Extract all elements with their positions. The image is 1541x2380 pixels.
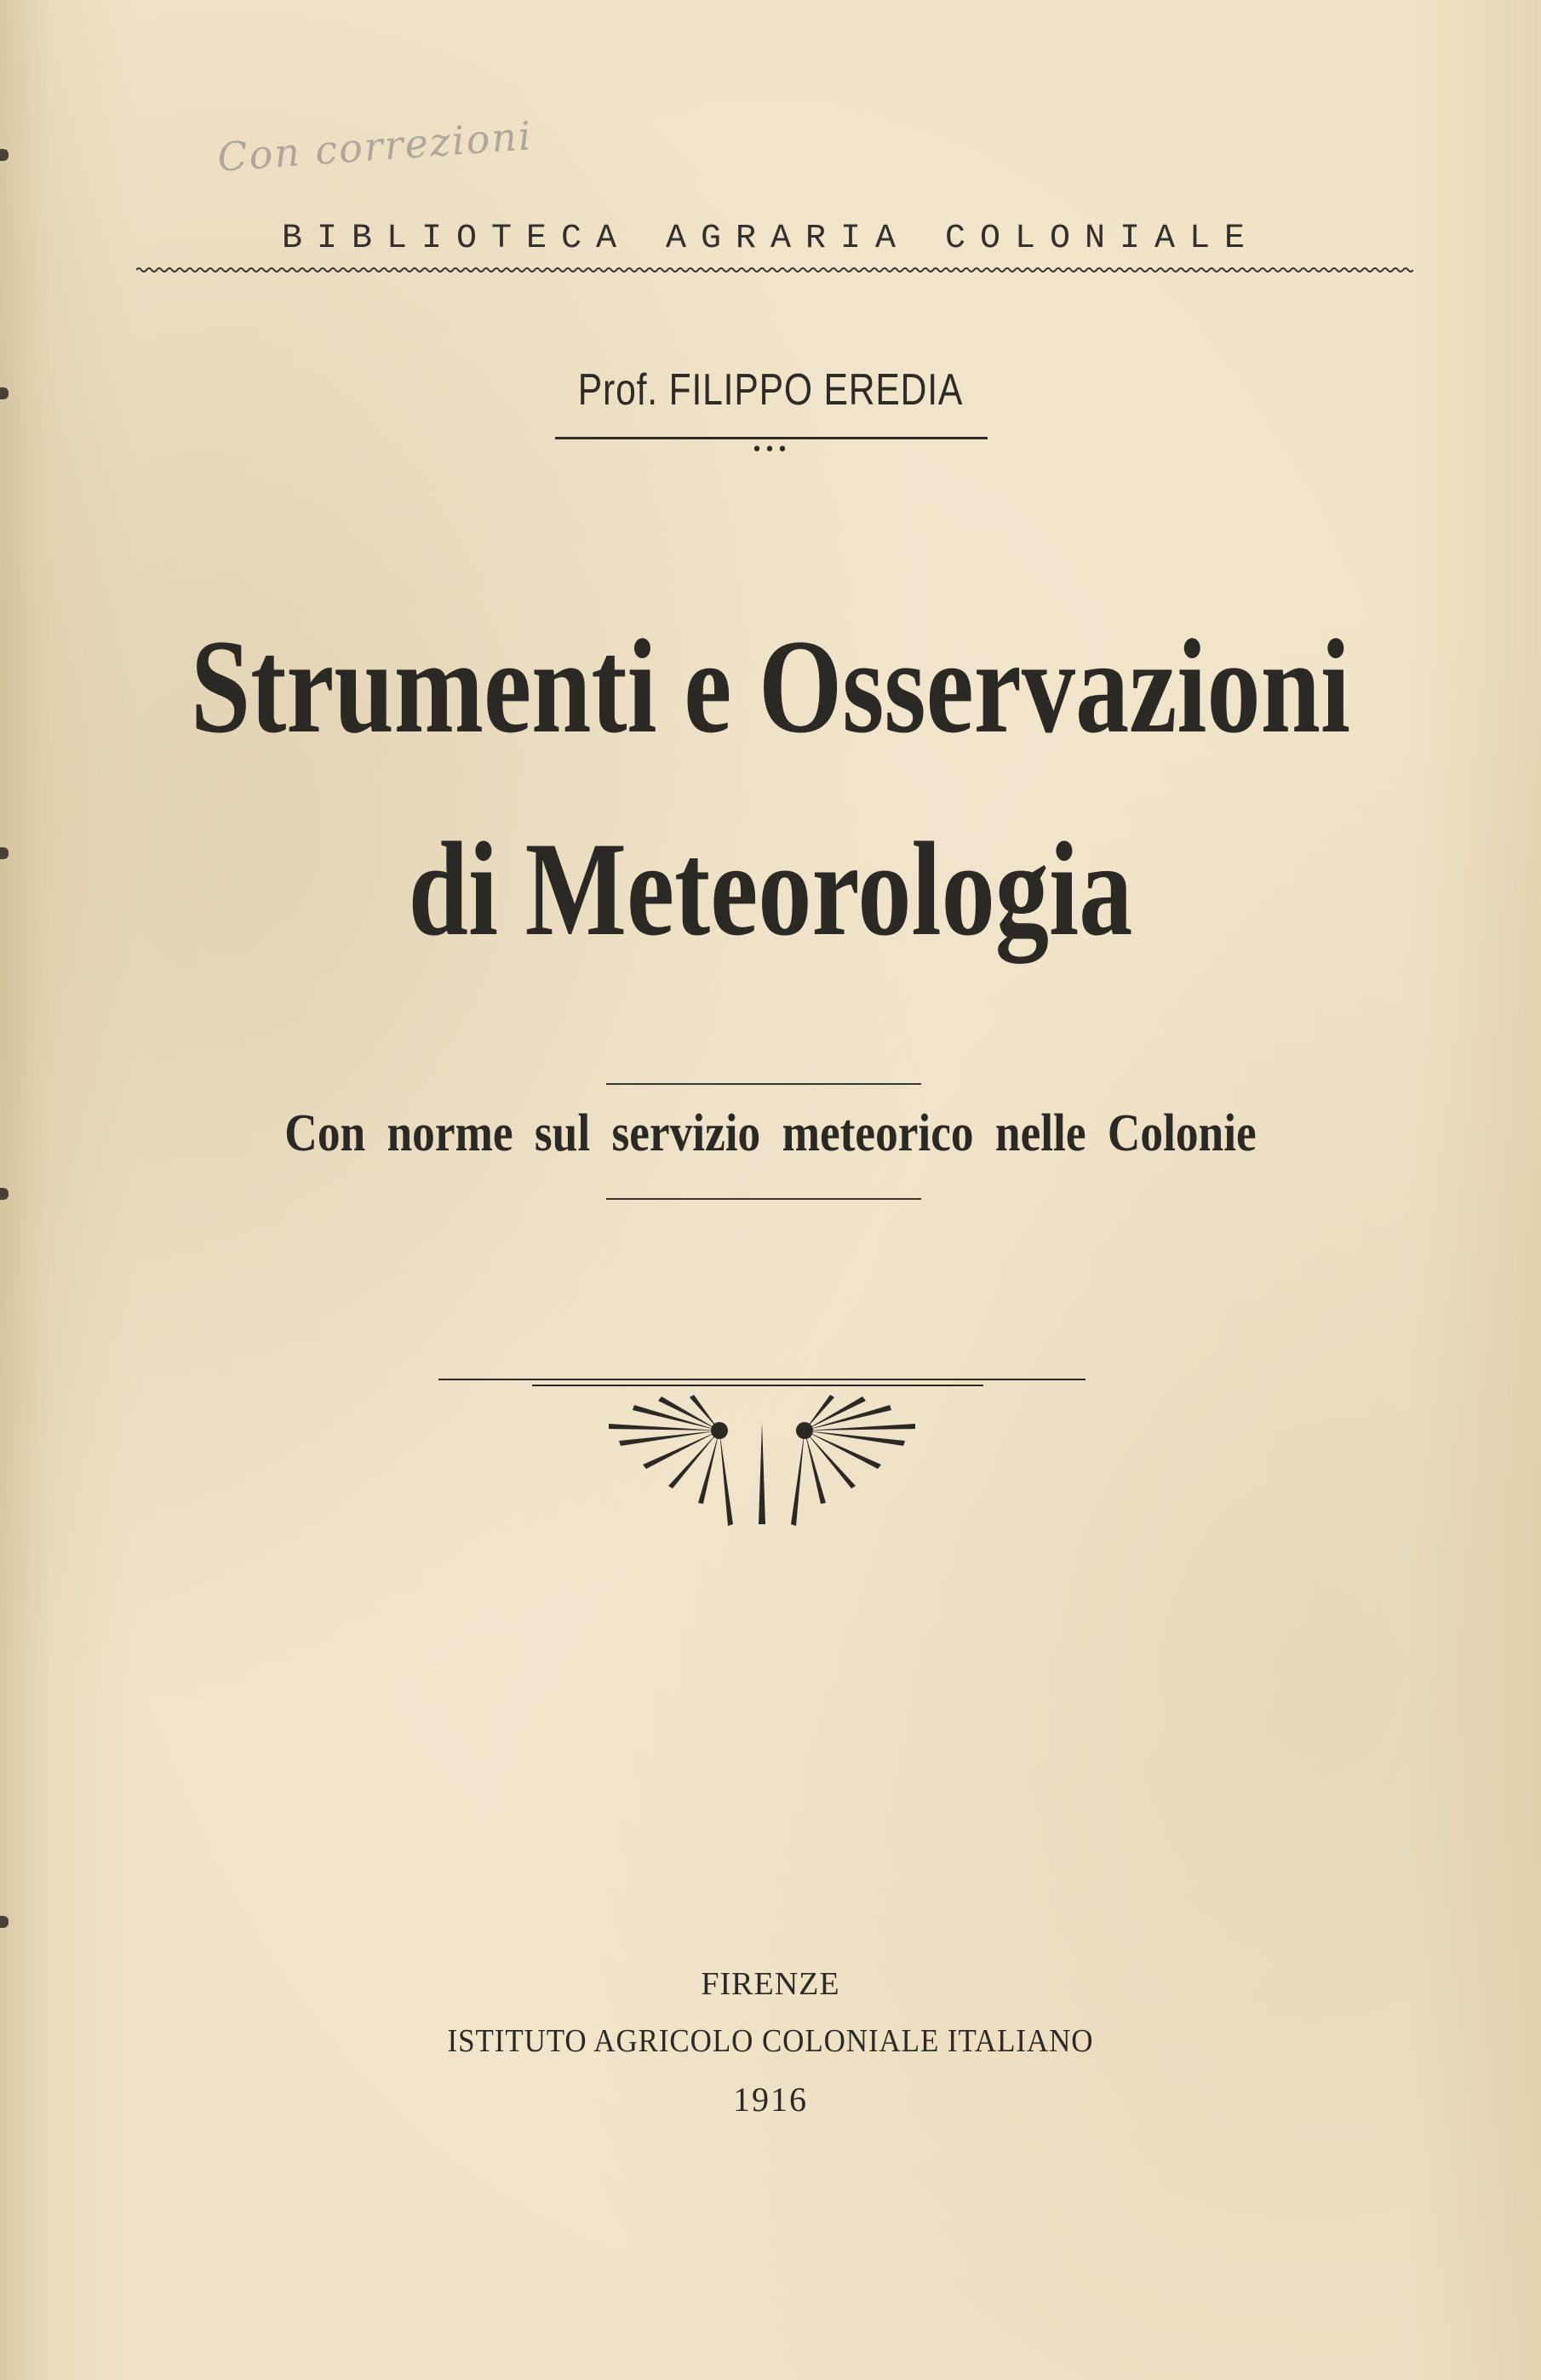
binding-mark (0, 847, 9, 859)
binding-mark (0, 1916, 9, 1928)
binding-mark (0, 387, 9, 399)
imprint-year: 1916 (733, 2080, 808, 2119)
series-title: BIBLIOTECA AGRARIA COLONIALE (281, 220, 1260, 258)
dots-ornament-icon: ••• (751, 439, 790, 461)
subtitle: Con norme sul servizio meteorico nelle Colonie (284, 1104, 1257, 1162)
handwritten-note: Con correzioni (215, 112, 535, 181)
book-title-line-1: Strumenti e Osservazioni (190, 612, 1351, 761)
wavy-rule (136, 266, 1413, 274)
imprint-place: FIRENZE (701, 1966, 840, 2002)
binding-mark (0, 149, 9, 161)
binding-mark (0, 1188, 9, 1200)
floral-fleuron-icon (438, 1362, 1086, 1533)
imprint-publisher: ISTITUTO AGRICOLO COLONIALE ITALIANO (447, 2023, 1094, 2059)
subtitle-rule-top (606, 1083, 921, 1085)
book-title-line-2: di Meteorologia (408, 815, 1133, 964)
subtitle-rule-bottom (606, 1198, 921, 1200)
author: Prof. FILIPPO EREDIA (577, 365, 964, 415)
